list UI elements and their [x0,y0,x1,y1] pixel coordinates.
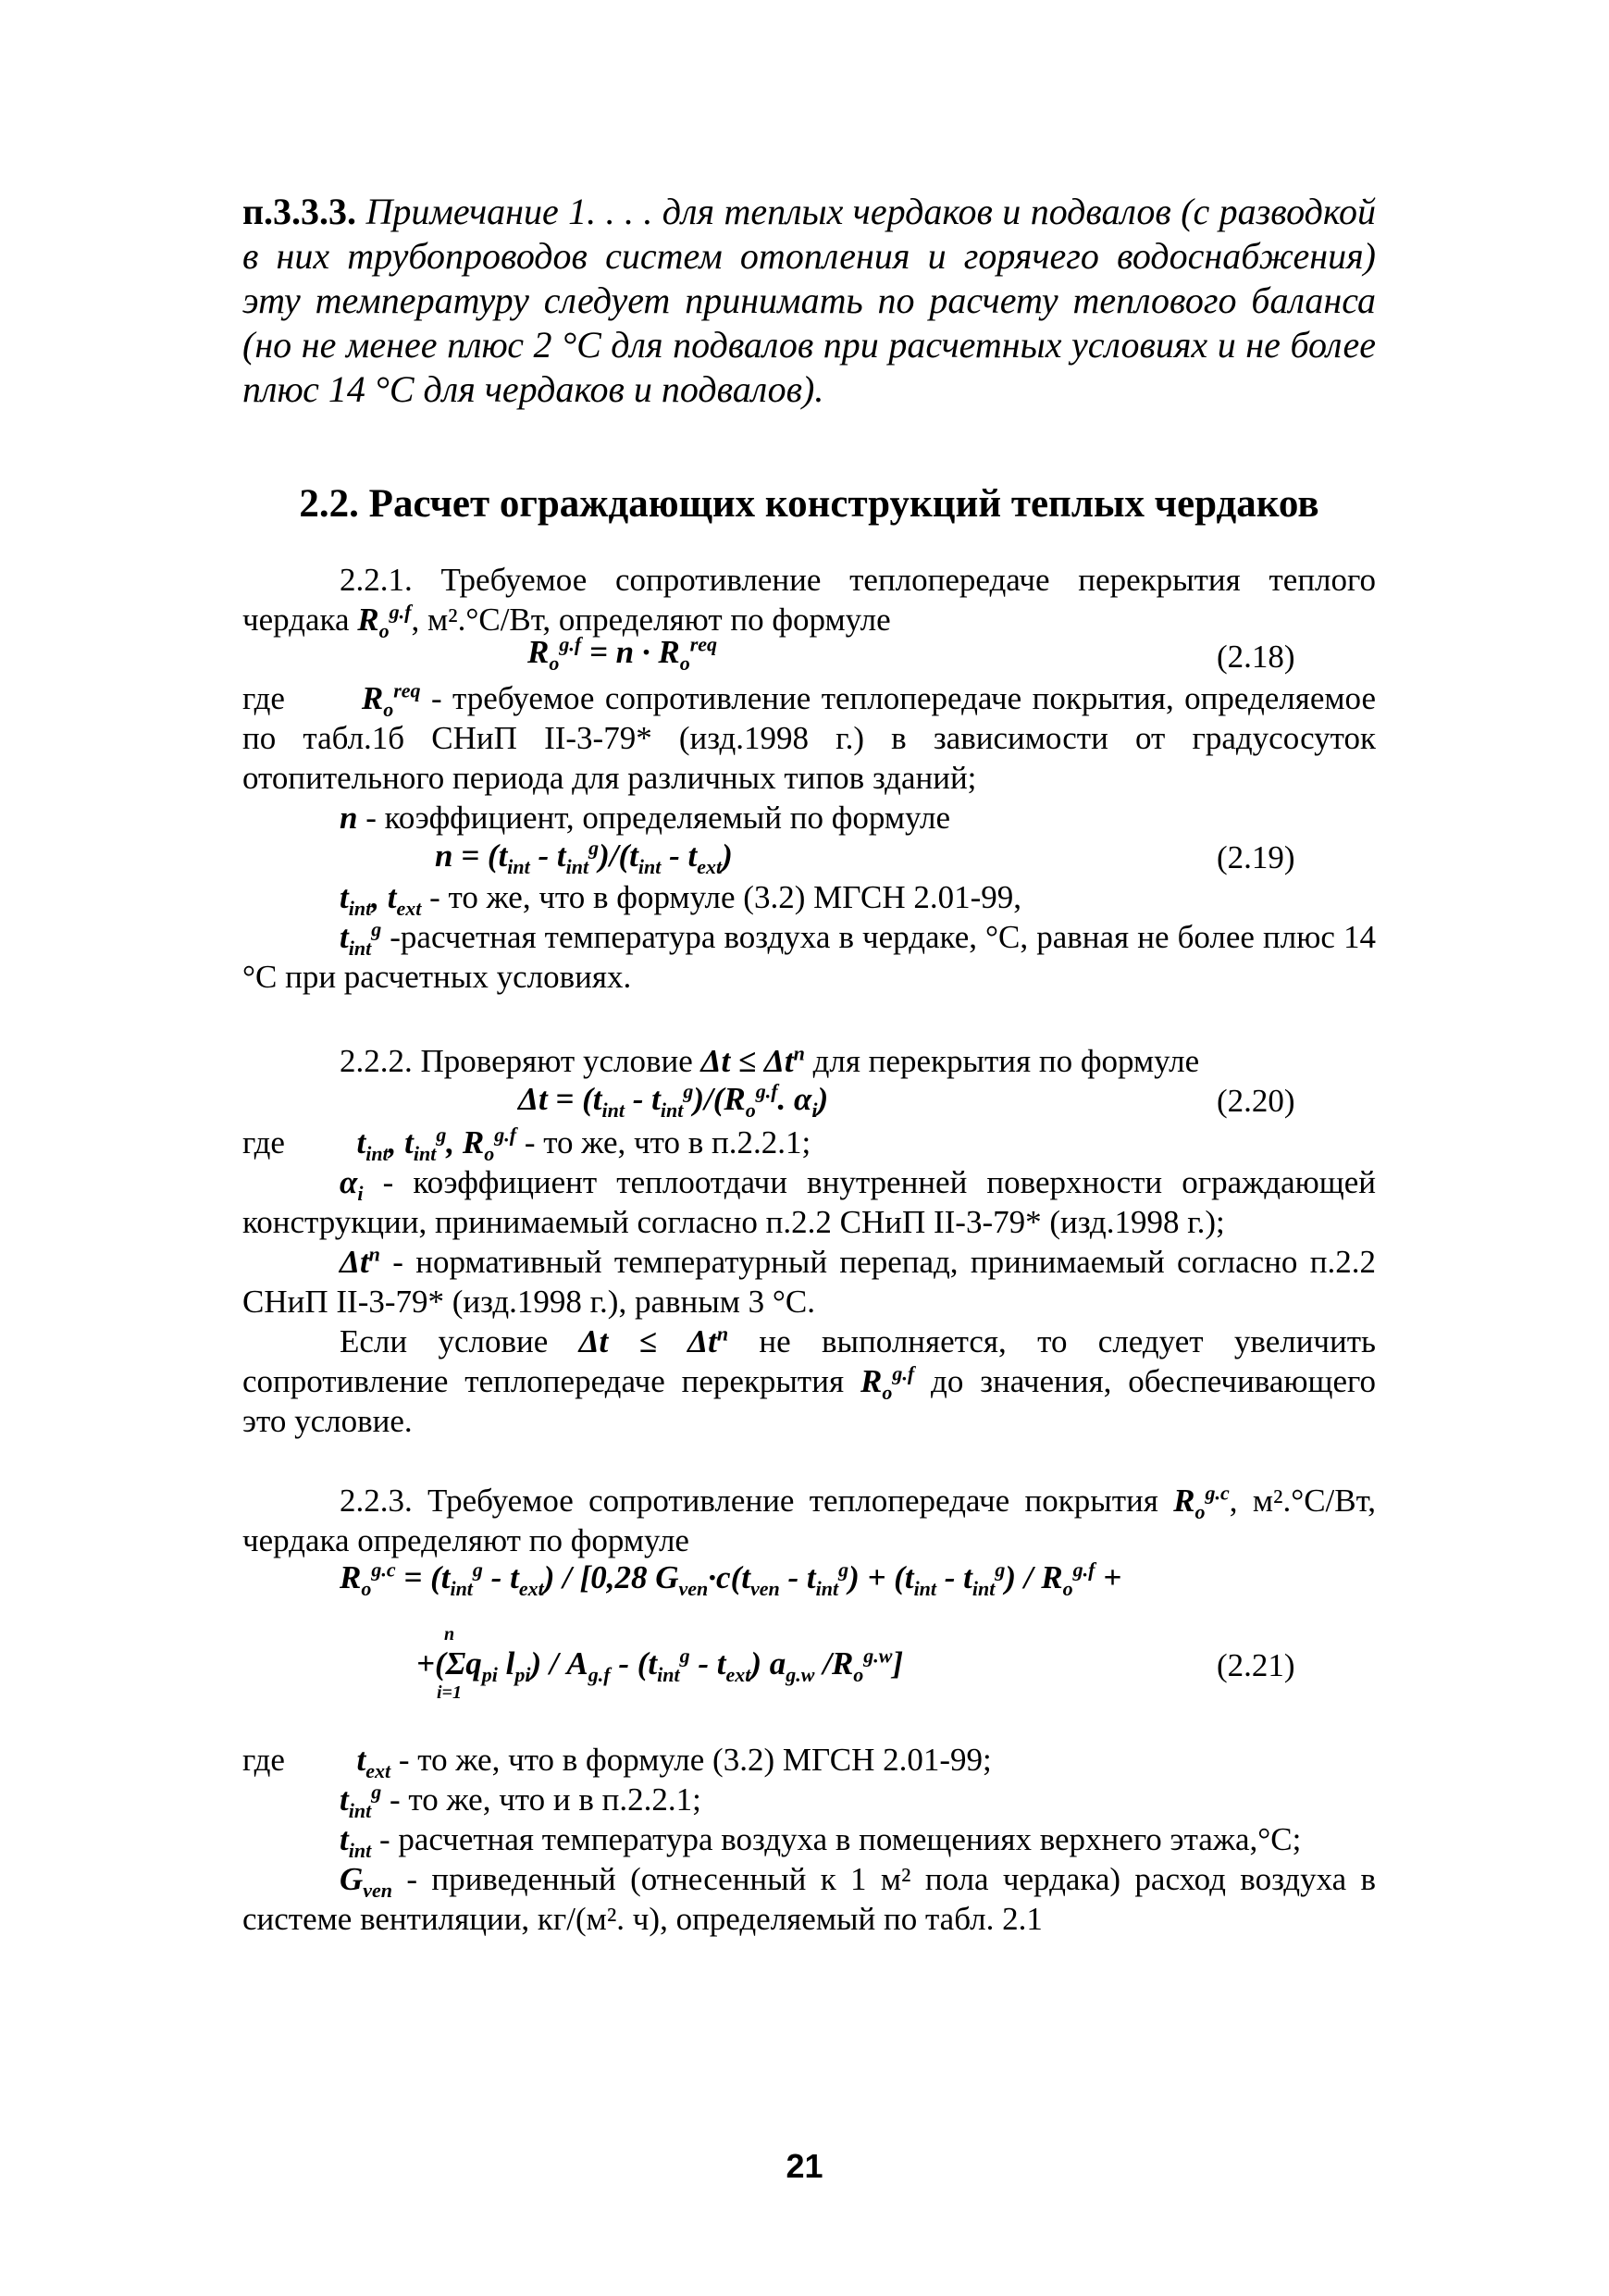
symbol-dt-condition: $\Delta t \le \Delta t^n$ [700,1041,805,1079]
formula-2-18-number: (2.18) [1217,639,1295,675]
symbol-ro-gc: $R_o^{g.c}$ [1173,1481,1230,1523]
formula-2-21-line1: $R_o^{g.c} = (t_{int}^g - t_{ext}) / [0,28$ $G_{ven}\cdot c(t_{ven} - t_{int}^g) + (t_{int} - t_{int}^g) / R_o^{g.f}$ + [340,1558,1122,1600]
formula-2-20-number: (2.20) [1217,1083,1295,1119]
symbol-alpha: $\alpha_i$ [340,1164,364,1205]
where-req [242,678,1376,798]
note-text: для теплых чердаков и подвалов (с разводкой в них трубопроводов систем отопления и горячего водоснабжения) эту температуру следует принимать по расчету теплового баланса (но не менее плюс 2 °С для подвалов при расчетных условиях и не более плюс 14 °С для чердаков и подвалов). [242,191,1376,410]
symbol-ting-2: $t_{int}^g$ [340,1780,382,1822]
symbol-ro-gf: $R_o^{g.f}$ [357,600,412,642]
where-2-2-3-w2: - то же, что и в п.2.2.1; [389,1781,701,1818]
symbol-ro-gf-2: $R_o^{g.f}$ [860,1361,915,1404]
if-text1: Если условие [340,1323,549,1359]
para-2-2-3-text2: , м².°С/Вт, чердака определяют по формуле [242,1483,1377,1558]
tint-definition [340,877,1376,920]
where-2-2-3-w3: - расчетная температура воздуха в помещениях верхнего этажа,°С; [378,1821,1302,1857]
dtn-text: - нормативный температурный перепад, принимаемый согласно п.2.2 СНиП II-3-79* (изд.1998 г.), равным 3 °С. [242,1244,1377,1320]
where-2-2-3-w4: - приведенный (отнесенный к 1 м² пола чердака) расход воздуха в системе вентиляции, кг/(м². ч), определяемый по табл. 2.1 [242,1861,1377,1937]
formula-2-19-number: (2.19) [1217,839,1295,875]
n-text: - коэффициент, определяемый по формуле [365,800,950,836]
where-label-3: где [242,1742,285,1778]
para-2-2-2-text2: для перекрытия по формуле [812,1043,1200,1079]
section-heading: 2.2. Расчет ограждающих конструкций теплых чердаков [299,482,1319,526]
para-2-2-3-text1: Требуемое сопротивление теплопередаче покрытия [427,1483,1158,1519]
note-label: Примечание 1. . . . [365,191,653,232]
sum-lower-limit: i=1 [437,1682,462,1703]
symbol-tint-text: $t_{int}$, $t_{ext}$ [340,879,422,920]
symbol-tint-2: $t_{int}$ [340,1821,372,1862]
note-paragraph [242,190,1376,412]
para-2-2-2 [340,1041,1376,1081]
formula-2-20: $\Delta t = (t_{int} - t_{int}^g)/(R_o^{g.f}$. $\alpha_i$) [518,1079,829,1122]
para-2-2-1-num: 2.2.1. [340,562,413,598]
alpha-text: - коэффициент теплоотдачи внутренней поверхности ограждающей конструкции, принимаемый согласно п.2.2 СНиП II-3-79* (изд.1998 г.); [242,1164,1377,1240]
tint-text: - то же, что в формуле (3.2) МГСН 2.01-99, [429,879,1022,915]
para-2-2-2-text1: Проверяют условие [420,1043,693,1079]
symbol-dt-condition-2: $\Delta t \le \Delta t^n$ [578,1322,729,1359]
ting-ref [340,1780,1376,1822]
where-2-2-3-w1: - то же, что в формуле (3.2) МГСН 2.01-99; [398,1742,992,1778]
para-2-2-1-text1: Требуемое сопротивление теплопередаче перекрытия теплого чердака [242,562,1377,638]
note-lead: п.3.3.3. [242,191,357,232]
para-2-2-1-text2: , м².°С/Вт, определяют по формуле [411,602,891,638]
para-2-2-3 [242,1481,1376,1560]
if-text2: не выполняется, то следует увеличить сопротивление теплопередаче перекрытия [242,1323,1377,1399]
symbol-gven: $G_{ven}$ [340,1861,393,1902]
ting-definition [242,917,1376,997]
tint-upper-floor [340,1819,1376,1862]
page-number: 21 [786,2147,823,2185]
para-2-2-3-num: 2.2.3. [340,1483,413,1519]
sum-upper-limit: n [444,1624,455,1644]
ting-text: -расчетная температура воздуха в чердаке, °С, равная не более плюс 14 °С при расчетных условиях. [242,919,1376,995]
where-2-2-2-text: - то же, что в п.2.2.1; [524,1124,811,1160]
gven-definition [242,1859,1376,1939]
where-2-2-3 [242,1740,1376,1780]
symbol-dtn: $\Delta t^n$ [340,1242,380,1280]
condition-paragraph [242,1322,1376,1441]
symbol-n: n [340,800,358,836]
symbol-ro-req: $R_o^{req}$ [361,678,421,721]
where-label: где [242,680,285,716]
formula-2-19: $n = (t_{int} - t_{int}^g)/(t_{int} - t_{ext})$ [435,836,733,878]
formula-2-21-number: (2.21) [1217,1647,1295,1683]
where-2-2-2 [242,1123,1376,1165]
dtn-definition [242,1242,1376,1322]
if-text3: до значения, обеспечивающего это условие. [242,1363,1376,1439]
symbol-ting: $t_{int}^g$ [340,917,382,960]
alpha-definition [242,1162,1376,1242]
where-req-text: - требуемое сопротивление теплопередаче покрытия, определяемое по табл.1б СНиП II-3-79* (изд.1998 г.) в зависимости от градусосуток отопительного периода для различных типов зданий; [242,680,1377,796]
para-2-2-2-num: 2.2.2. [340,1043,413,1079]
formula-2-21-line2: $+(\Sigma q_{pi}$ $l_{pi}) / A_{g.f} - (t_{int}^g - t_{ext})$ $a_{g.w}$ $/R_o^{g.w}$] [416,1644,904,1686]
where-label-2: где [242,1124,285,1160]
symbol-list-2-2-2: $t_{int}$, $t_{int}^g$, $R_o^{g.f}$ [356,1123,517,1165]
symbol-text-2: $t_{ext}$ [356,1742,391,1782]
n-definition [340,798,1376,838]
formula-2-18: $R_o^{g.f} = n \cdot R_o^{req}$ [527,632,718,675]
para-2-2-1 [242,560,1377,642]
